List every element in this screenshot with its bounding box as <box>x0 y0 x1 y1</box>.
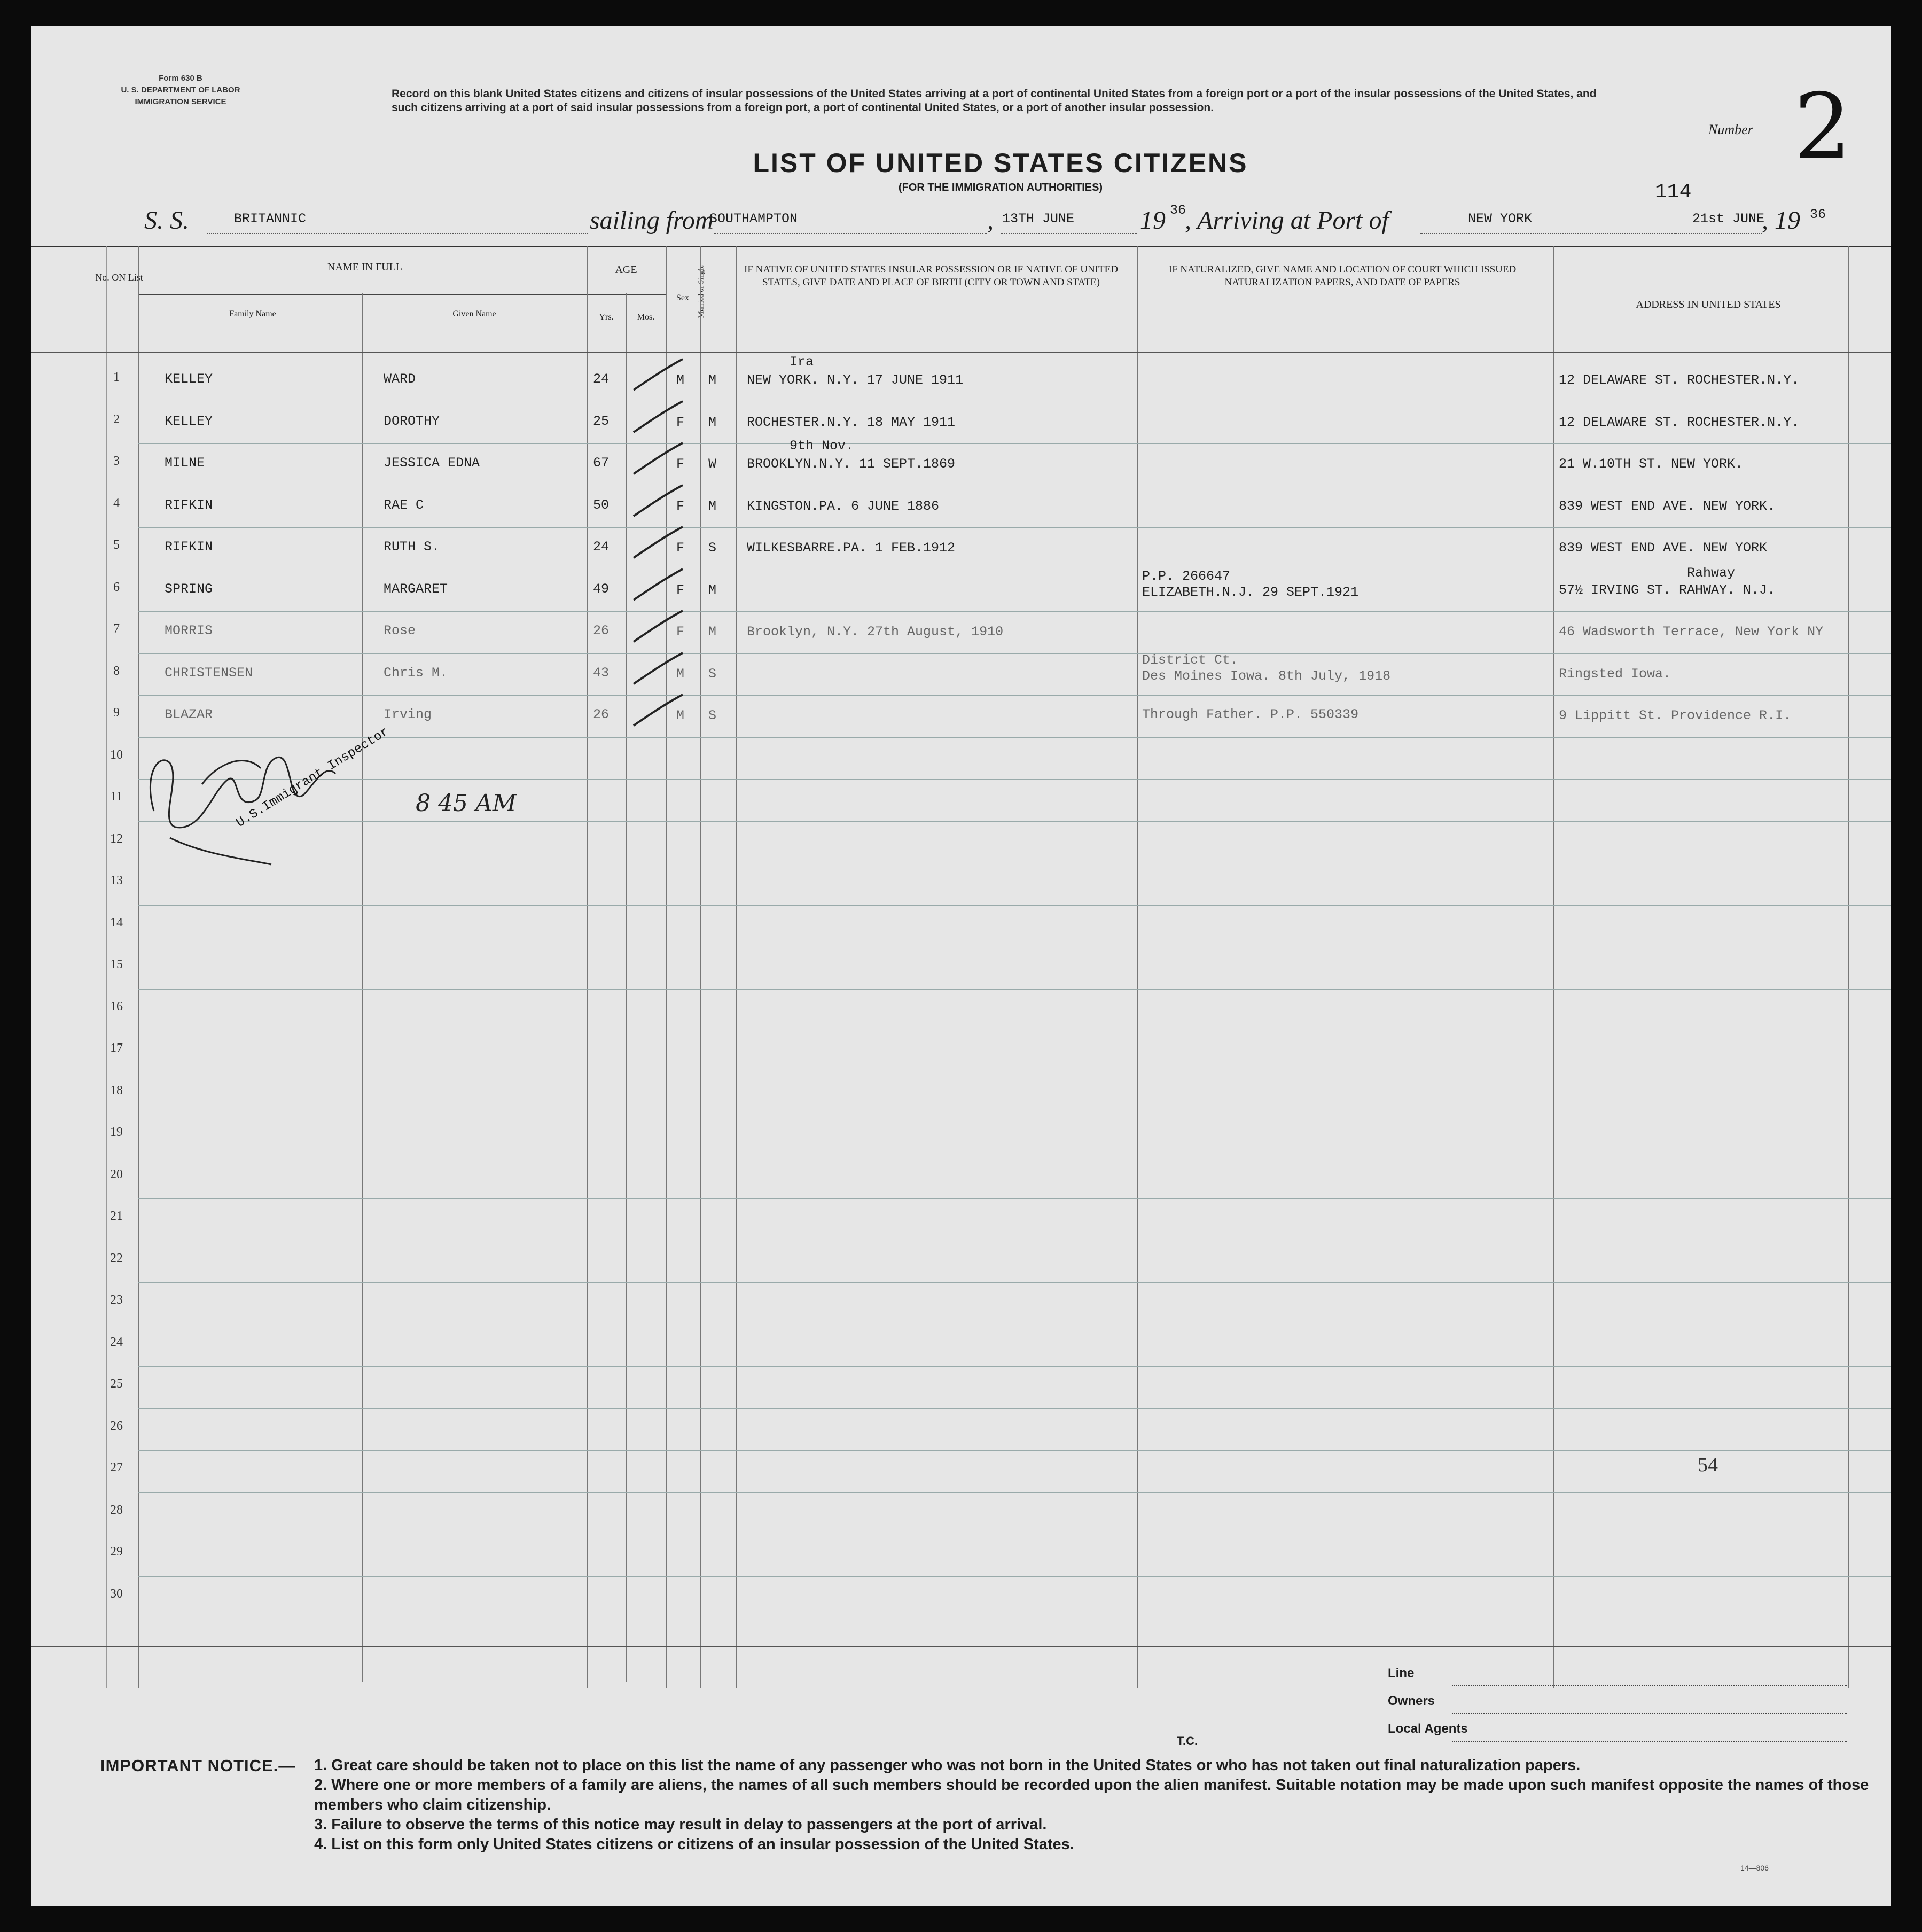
header-married: Married or Single <box>697 264 706 318</box>
ship-name: BRITANNIC <box>234 211 307 227</box>
col-rule <box>362 293 363 1682</box>
row-number: 9 <box>113 706 120 720</box>
passenger-given: Irving <box>384 707 432 722</box>
inspector-signature <box>138 724 517 872</box>
page-title: LIST OF UNITED STATES CITIZENS <box>753 148 1248 178</box>
passenger-sex: M <box>676 666 685 682</box>
row-number: 23 <box>110 1293 123 1307</box>
passenger-given: MARGARET <box>384 581 448 597</box>
owners-label: Owners <box>1388 1694 1435 1708</box>
passenger-birth-note: 9th Nov. <box>790 438 854 454</box>
tc-label: T.C. <box>1177 1734 1198 1748</box>
passenger-given: RUTH S. <box>384 539 440 555</box>
from-underline <box>714 232 987 234</box>
notice-item: 4. List on this form only United States citizens or citizens of an insular possession of the United States. <box>314 1836 1074 1853</box>
notice-item: 1. Great care should be taken not to place on this list the name of any passenger who was not born in the United States or who has not taken out final naturalization papers. <box>314 1757 1581 1774</box>
row-rule <box>138 1450 1891 1451</box>
check-tick-mark <box>629 651 688 688</box>
passenger-sex: F <box>676 414 685 430</box>
col-rule <box>700 246 701 1688</box>
passenger-sex: F <box>676 498 685 514</box>
number-label: Number <box>1708 122 1753 137</box>
row-number: 6 <box>113 580 120 594</box>
passenger-yrs: 67 <box>593 455 610 471</box>
date-from: 13TH JUNE <box>1002 211 1075 227</box>
passenger-count: 114 <box>1655 181 1692 204</box>
important-lead: IMPORTANT NOTICE.— <box>100 1756 296 1775</box>
header-bottom-rule <box>31 352 1891 353</box>
passenger-nat: Through Father. P.P. 550339 <box>1142 707 1359 722</box>
row-number: 10 <box>110 747 123 762</box>
date-to-underline <box>1676 232 1762 234</box>
notice-item: 3. Failure to observe the terms of this notice may result in delay to passengers at the port of arrival. <box>314 1816 1047 1833</box>
header-subdivider <box>138 294 592 295</box>
passenger-family: SPRING <box>165 581 213 597</box>
agents-block <box>1388 1666 1847 1749</box>
passenger-given: Chris M. <box>384 665 448 681</box>
passenger-ms: S <box>708 708 717 723</box>
passenger-yrs: 43 <box>593 665 610 681</box>
col-rule <box>1848 246 1849 1688</box>
row-number: 20 <box>110 1167 123 1181</box>
passenger-birth: Brooklyn, N.Y. 27th August, 1910 <box>747 624 1004 640</box>
local-agents-label: Local Agents <box>1388 1721 1468 1736</box>
row-rule <box>138 611 1891 612</box>
passenger-sex: M <box>676 372 685 388</box>
year-from: 36 <box>1170 202 1186 218</box>
row-number: 2 <box>113 412 120 426</box>
header-mos: Mos. <box>637 313 655 322</box>
row-rule <box>138 1366 1891 1367</box>
ship-underline <box>207 232 588 234</box>
line-label: Line <box>1388 1666 1415 1680</box>
row-number: 18 <box>110 1083 123 1097</box>
check-tick-mark <box>629 483 688 520</box>
row-rule <box>138 1198 1891 1199</box>
top-notice: Record on this blank United States citizens and citizens of insular possessions of the United States arriving at a port of continental United States from a foreign port or a port of the insular possessions of the United States, and such citizens arriving at a port of said insular possessions from a foreign port, a port of continental United States, or a port of another insular possession. <box>392 88 1597 114</box>
port-to: NEW YORK <box>1468 211 1533 227</box>
col-rule <box>1553 246 1554 1688</box>
time-note: 8 45 AM <box>416 790 517 817</box>
line-field <box>1388 1666 1847 1694</box>
row-rule <box>138 1576 1891 1577</box>
signature-scrawl <box>138 724 517 870</box>
row-number: 16 <box>110 999 123 1014</box>
row-rule <box>138 1282 1891 1283</box>
table-header <box>31 246 1891 354</box>
passenger-birth: ROCHESTER.N.Y. 18 MAY 1911 <box>747 414 956 430</box>
row-number: 19 <box>110 1125 123 1139</box>
row-number: 21 <box>110 1209 123 1223</box>
passenger-address: 839 WEST END AVE. NEW YORK <box>1559 540 1768 556</box>
row-number: 7 <box>113 622 120 636</box>
row-number: 1 <box>113 370 120 384</box>
passenger-nat2: Des Moines Iowa. 8th July, 1918 <box>1142 668 1391 684</box>
passenger-given: RAE C <box>384 497 424 513</box>
passenger-family: MILNE <box>165 455 205 471</box>
inspector-title: U.S.Immigrant Inspector <box>233 724 392 831</box>
col-rule <box>587 246 588 1688</box>
table-bottom-rule <box>31 1646 1891 1647</box>
row-rule <box>138 653 1891 654</box>
department: U. S. DEPARTMENT OF LABOR <box>121 85 240 95</box>
header-birth: IF NATIVE OF UNITED STATES INSULAR POSSESSION OR IF NATIVE OF UNITED STATES, GIVE DATE AND PLACE OF BIRTH (CITY OR TOWN AND STATE) <box>744 264 1118 288</box>
passenger-yrs: 49 <box>593 581 610 597</box>
row-number: 28 <box>110 1502 123 1517</box>
row-number: 26 <box>110 1419 123 1433</box>
manifest-sheet <box>31 26 1891 1906</box>
row-number: 14 <box>110 915 123 930</box>
header-naturalized: IF NATURALIZED, GIVE NAME AND LOCATION OF COURT WHICH ISSUED NATURALIZATION PAPERS, AND DATE OF PAPERS <box>1168 264 1517 288</box>
passenger-family: KELLEY <box>165 371 213 387</box>
check-tick-mark <box>629 399 688 437</box>
row-number: 12 <box>110 831 123 846</box>
passenger-address: 21 W.10TH ST. NEW YORK. <box>1559 456 1744 472</box>
service: IMMIGRATION SERVICE <box>135 97 226 106</box>
row-number: 22 <box>110 1251 123 1265</box>
header-no: No. ON List <box>95 272 143 283</box>
passenger-address: Ringsted Iowa. <box>1559 666 1671 682</box>
passenger-ms: M <box>708 414 717 430</box>
passenger-family: CHRISTENSEN <box>165 665 253 681</box>
form-number: Form 630 B <box>159 74 202 83</box>
row-rule <box>138 695 1891 696</box>
passenger-sex: F <box>676 624 685 640</box>
header-family-name: Family Name <box>229 309 276 318</box>
date-to: 21st JUNE <box>1692 211 1765 227</box>
header-sex: Sex <box>676 293 689 302</box>
passenger-ms: M <box>708 372 717 388</box>
passenger-birth: BROOKLYN.N.Y. 11 SEPT.1869 <box>747 456 956 472</box>
port-to-underline <box>1420 232 1676 234</box>
passenger-ms: M <box>708 624 717 640</box>
check-tick-mark <box>629 525 688 562</box>
row-number: 27 <box>110 1461 123 1475</box>
passenger-family: BLAZAR <box>165 707 213 722</box>
line-underline <box>1452 1685 1847 1686</box>
passenger-address-note: Rahway <box>1687 565 1736 581</box>
agents-underline <box>1452 1741 1847 1742</box>
row-number: 17 <box>110 1041 123 1055</box>
passenger-yrs: 24 <box>593 371 610 387</box>
date-underline <box>1001 232 1137 234</box>
list-number: 2 <box>1794 74 1852 180</box>
passenger-birth: KINGSTON.PA. 6 JUNE 1886 <box>747 498 940 514</box>
passenger-address: 12 DELAWARE ST. ROCHESTER.N.Y. <box>1559 414 1800 430</box>
passenger-ms: S <box>708 666 717 682</box>
passenger-nat: District Ct. <box>1142 652 1239 668</box>
passenger-given: WARD <box>384 371 416 387</box>
passenger-birth: NEW YORK. N.Y. 17 JUNE 1911 <box>747 372 964 388</box>
row-number: 11 <box>110 790 123 804</box>
passenger-sex: F <box>676 582 685 598</box>
arriving-label: , Arriving at Port of <box>1185 206 1389 235</box>
year-prefix-2: , 19 <box>1762 206 1800 235</box>
check-tick-mark <box>629 357 688 394</box>
passenger-yrs: 26 <box>593 623 610 638</box>
passenger-sex: F <box>676 456 685 472</box>
passenger-family: MORRIS <box>165 623 213 638</box>
notice-item: 2. Where one or more members of a family are aliens, the names of all such members should be recorded upon the alien manifest. Suitable notation may be made upon such manifest opposite the names of those members who claim citizenship. <box>314 1777 1869 1813</box>
row-rule <box>138 527 1891 528</box>
passenger-given: DOROTHY <box>384 413 440 429</box>
passenger-address: 839 WEST END AVE. NEW YORK. <box>1559 498 1776 514</box>
year-to: 36 <box>1810 207 1826 222</box>
year-prefix: 19 <box>1140 206 1166 235</box>
col-rule <box>736 246 737 1688</box>
header-name-in-full: NAME IN FULL <box>327 261 402 273</box>
port-from: SOUTHAMPTON <box>709 211 798 227</box>
header-address: ADDRESS IN UNITED STATES <box>1636 299 1781 310</box>
passenger-family: KELLEY <box>165 413 213 429</box>
passenger-address: 9 Lippitt St. Providence R.I. <box>1559 708 1792 723</box>
passenger-nat2: ELIZABETH.N.J. 29 SEPT.1921 <box>1142 584 1359 600</box>
page-number: 54 <box>1698 1454 1718 1476</box>
form-identifier <box>95 73 266 108</box>
passenger-ms: M <box>708 498 717 514</box>
passenger-ms: W <box>708 456 717 472</box>
passenger-family: RIFKIN <box>165 497 213 513</box>
passenger-given: JESSICA EDNA <box>384 455 480 471</box>
passenger-ms: M <box>708 582 717 598</box>
ss-label: S. S. <box>144 206 189 235</box>
row-rule <box>138 989 1891 990</box>
check-tick-mark <box>629 609 688 646</box>
row-number: 5 <box>113 538 120 552</box>
passenger-birth-note: Ira <box>790 354 814 370</box>
row-number: 3 <box>113 454 120 468</box>
owners-underline <box>1452 1713 1847 1714</box>
comma: , <box>987 206 994 235</box>
header-age: AGE <box>615 264 637 276</box>
col-rule <box>1137 246 1138 1688</box>
passenger-yrs: 25 <box>593 413 610 429</box>
passenger-nat: P.P. 266647 <box>1142 568 1231 584</box>
passenger-given: Rose <box>384 623 416 638</box>
important-list <box>314 1756 1890 1855</box>
row-number: 15 <box>110 957 123 971</box>
passenger-family: RIFKIN <box>165 539 213 555</box>
passenger-sex: M <box>676 708 685 723</box>
row-rule <box>138 1492 1891 1493</box>
header-yrs: Yrs. <box>599 313 614 322</box>
passenger-yrs: 50 <box>593 497 610 513</box>
passenger-yrs: 24 <box>593 539 610 555</box>
header-given-name: Given Name <box>452 309 496 318</box>
row-number: 8 <box>113 664 120 678</box>
passenger-birth: WILKESBARRE.PA. 1 FEB.1912 <box>747 540 956 556</box>
row-number: 13 <box>110 874 123 887</box>
row-number: 24 <box>110 1335 123 1349</box>
owners-field <box>1388 1694 1847 1721</box>
passenger-address: 12 DELAWARE ST. ROCHESTER.N.Y. <box>1559 372 1800 388</box>
row-number: 30 <box>110 1586 123 1601</box>
row-number: 4 <box>113 496 120 510</box>
row-rule <box>138 443 1891 444</box>
passenger-address: 57½ IRVING ST. RAHWAY. N.J. <box>1559 582 1776 598</box>
check-tick-mark <box>629 692 688 730</box>
col-rule <box>626 293 627 1682</box>
passenger-ms: S <box>708 540 717 556</box>
passenger-address: 46 Wadsworth Terrace, New York NY <box>1559 624 1824 640</box>
row-rule <box>138 1408 1891 1409</box>
row-rule <box>138 905 1891 906</box>
voyage-line <box>31 202 1891 239</box>
passenger-sex: F <box>676 540 685 556</box>
local-agents-field <box>1388 1721 1847 1749</box>
check-tick-mark <box>629 441 688 478</box>
page-subtitle: (FOR THE IMMIGRATION AUTHORITIES) <box>898 182 1103 193</box>
form-code: 14—806 <box>1740 1864 1769 1872</box>
check-tick-mark <box>629 567 688 604</box>
row-number: 29 <box>110 1545 123 1559</box>
row-number: 25 <box>110 1377 123 1391</box>
sailing-label: sailing from <box>590 206 714 235</box>
passenger-yrs: 26 <box>593 707 610 722</box>
